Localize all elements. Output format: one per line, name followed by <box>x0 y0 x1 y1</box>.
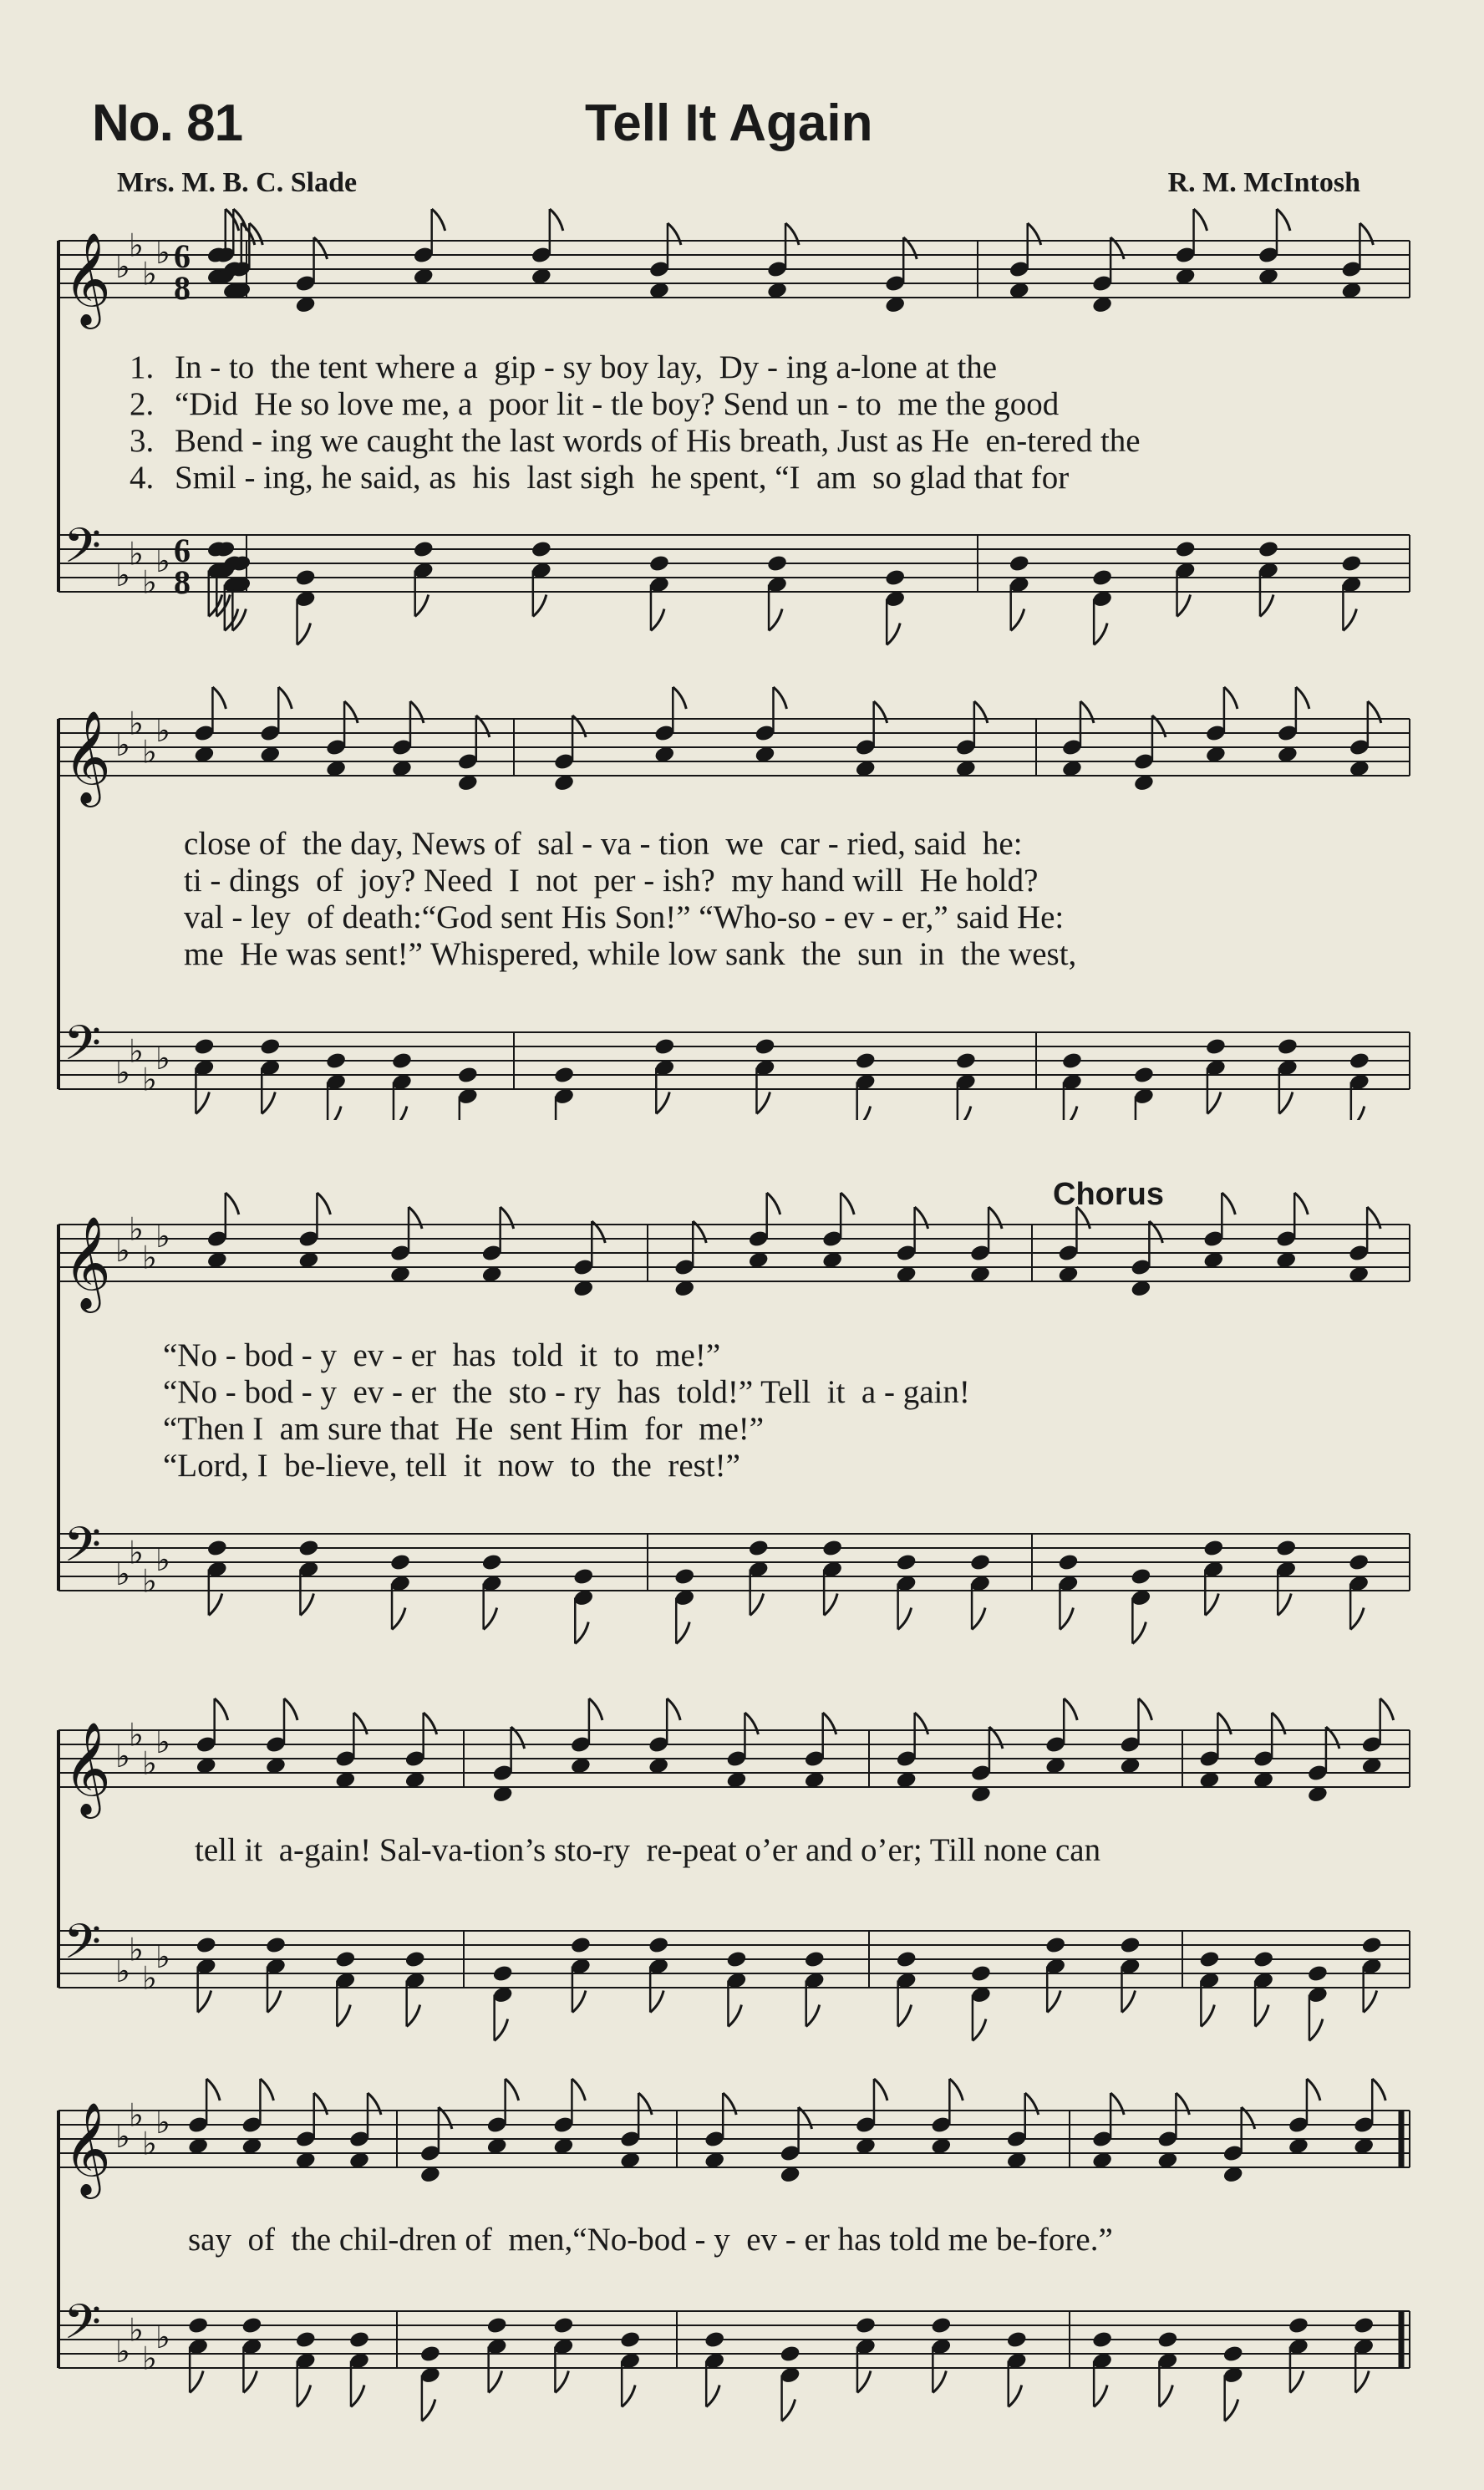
note-chord <box>265 1698 297 1775</box>
flat-icon: ♭ <box>142 1061 157 1098</box>
note-chord <box>930 2079 963 2156</box>
note-chord <box>780 2345 801 2421</box>
hymn-title: Tell It Again <box>585 94 873 152</box>
flat-icon: ♭ <box>142 563 157 601</box>
flat-icon: ♭ <box>129 1931 144 1968</box>
flat-icon: ♭ <box>129 1210 144 1248</box>
flat-icon: ♭ <box>142 1744 157 1782</box>
flat-icon: ♭ <box>129 2311 144 2349</box>
note-chord <box>1205 687 1238 764</box>
note-chord <box>457 1066 479 1120</box>
lyric-line: say of the chil-dren of men,“No-bod - y ev - er has told me be-fore.” <box>188 2222 1113 2258</box>
lyric-line: 1. In - to the tent where a gip - sy boy lay, Dy - ing a-lone at the <box>130 349 998 385</box>
lyricist-credit: Mrs. M. B. C. Slade <box>117 167 358 198</box>
treble-clef-icon: 𝄞 <box>64 2101 111 2195</box>
note-chord <box>673 1221 706 1298</box>
note-chord <box>673 1567 695 1644</box>
note-chord <box>955 1052 977 1120</box>
note-chord <box>1061 701 1094 778</box>
note-chord <box>1130 1567 1151 1644</box>
flat-icon: ♭ <box>129 705 144 742</box>
note-chord <box>404 1713 437 1790</box>
note-chord <box>969 1207 1002 1284</box>
note-chord <box>1057 1207 1090 1284</box>
note-chord <box>653 687 686 764</box>
music-system-4 <box>46 1680 1416 2056</box>
note-chord <box>855 2079 887 2156</box>
note-chord <box>1288 2079 1320 2156</box>
note-chord <box>187 2079 220 2156</box>
note-chord <box>325 701 358 778</box>
note-chord <box>955 701 988 778</box>
music-notation <box>46 2056 1416 2474</box>
note-chord <box>884 568 906 645</box>
note-chord <box>1091 568 1113 645</box>
lyric-line: 4. Smil - ing, he said, as his last sigh he spent, “I am so glad that for <box>130 460 1070 496</box>
music-system-1 <box>46 201 1416 652</box>
flat-icon: ♭ <box>155 712 170 749</box>
note-chord <box>1091 237 1124 314</box>
lyric-line: 3. Bend - ing we caught the last words of His breath, Just as He en-tered the <box>130 423 1141 459</box>
flat-icon: ♭ <box>115 1556 130 1592</box>
music-system-2 <box>46 685 1416 1120</box>
note-chord <box>855 1052 877 1120</box>
flat-icon: ♭ <box>115 1054 130 1091</box>
note-chord <box>1061 1052 1083 1120</box>
lyric-line: 2. “Did He so love me, a poor lit - tle boy? Send un - to me the good <box>130 386 1060 422</box>
chorus-label: Chorus <box>1053 1177 1164 1212</box>
flat-icon: ♭ <box>129 1534 144 1571</box>
time-signature-numerator: 6 <box>174 532 191 569</box>
bass-staff <box>58 517 1410 601</box>
note-chord <box>413 209 445 286</box>
note-chord <box>1133 715 1166 792</box>
note-chord <box>294 237 327 314</box>
flat-icon: ♭ <box>129 2096 144 2134</box>
note-chord <box>391 701 424 778</box>
note-chord <box>553 715 586 792</box>
note-chord <box>295 2093 328 2170</box>
flat-icon: ♭ <box>155 1938 170 1975</box>
hymn-number: No. 81 <box>92 94 243 152</box>
flat-icon: ♭ <box>115 248 130 285</box>
music-system-5 <box>46 2056 1416 2474</box>
lyric-line: “Then I am sure that He sent Him for me!” <box>163 1411 765 1447</box>
note-chord <box>492 1727 525 1804</box>
music-system-3 <box>46 1170 1416 1647</box>
note-chord <box>648 1698 680 1775</box>
note-chord <box>572 1221 605 1298</box>
note-chord <box>334 1713 367 1790</box>
flat-icon: ♭ <box>115 2118 130 2155</box>
note-chord <box>241 2079 273 2156</box>
note-chord <box>419 2107 452 2184</box>
note-chord <box>855 701 887 778</box>
note-chord <box>553 1066 575 1120</box>
flat-icon: ♭ <box>129 1716 144 1754</box>
note-chord <box>648 223 681 300</box>
note-chord <box>1130 1221 1162 1298</box>
lyric-line: close of the day, News of sal - va - tion we car - ried, said he: <box>184 826 1023 862</box>
note-chord <box>619 2093 652 2170</box>
lyric-line: tell it a-gain! Sal-va-tion’s sto-ry re-peat o’er and o’er; Till none can <box>195 1832 1101 1868</box>
note-chord <box>206 1193 239 1270</box>
flat-icon: ♭ <box>155 542 170 579</box>
treble-clef-icon: 𝄞 <box>64 710 111 803</box>
note-chord <box>1307 1964 1329 2041</box>
note-chord <box>1258 209 1290 286</box>
time-signature-denominator: 8 <box>174 269 191 307</box>
note-chord <box>1353 2079 1385 2156</box>
hymn-header <box>0 0 1484 209</box>
note-chord <box>531 209 563 286</box>
note-chord <box>325 1052 347 1120</box>
flat-icon: ♭ <box>115 1232 130 1269</box>
flat-icon: ♭ <box>142 255 157 293</box>
note-chord <box>457 715 490 792</box>
note-chord <box>804 1713 836 1790</box>
flat-icon: ♭ <box>129 535 144 573</box>
flat-icon: ♭ <box>142 2125 157 2162</box>
flat-icon: ♭ <box>142 1562 157 1600</box>
bass-clef-icon: 𝄢 <box>64 1913 102 1982</box>
note-chord <box>1361 1698 1394 1775</box>
note-chord <box>1222 2107 1255 2184</box>
note-chord <box>389 1207 422 1284</box>
note-chord <box>1006 2093 1039 2170</box>
note-chord <box>766 223 799 300</box>
treble-staff <box>58 1717 1410 1820</box>
bass-clef-icon: 𝄢 <box>64 2294 102 2362</box>
composer-credit: R. M. McIntosh <box>1167 167 1360 198</box>
note-chord <box>1277 687 1309 764</box>
lyric-line: “No - bod - y ev - er has told it to me!” <box>163 1337 721 1373</box>
bass-staff <box>58 1516 1410 1600</box>
note-chord <box>570 1698 602 1775</box>
note-chord <box>1174 209 1207 286</box>
note-chord <box>259 687 292 764</box>
time-signature-denominator: 8 <box>174 563 191 601</box>
note-chord <box>970 1727 1003 1804</box>
flat-icon: ♭ <box>142 1959 157 1997</box>
lyric-line: “Lord, I be-lieve, tell it now to the rest!” <box>163 1448 740 1484</box>
lyric-line: me He was sent!” Whispered, while low sank the sun in the west, <box>184 936 1077 972</box>
flat-icon: ♭ <box>142 2340 157 2377</box>
treble-clef-icon: 𝄞 <box>64 232 111 325</box>
note-chord <box>193 687 226 764</box>
flat-icon: ♭ <box>142 733 157 771</box>
note-chord <box>348 2093 381 2170</box>
note-chord <box>294 568 316 645</box>
bass-clef-icon: 𝄢 <box>64 517 102 586</box>
treble-clef-icon: 𝄞 <box>64 1721 111 1815</box>
flat-icon: ♭ <box>155 234 170 271</box>
note-chord <box>1340 223 1373 300</box>
note-chord <box>1202 1193 1235 1270</box>
note-chord <box>391 1052 413 1120</box>
note-chord <box>1133 1066 1155 1120</box>
note-chord <box>754 687 786 764</box>
flat-icon: ♭ <box>142 1239 157 1276</box>
flat-icon: ♭ <box>155 2104 170 2141</box>
flat-icon: ♭ <box>129 227 144 264</box>
flat-icon: ♭ <box>115 557 130 593</box>
note-chord <box>492 1964 514 2041</box>
note-chord <box>486 2079 519 2156</box>
flat-icon: ♭ <box>155 1040 170 1077</box>
bass-clef-icon: 𝄢 <box>64 1516 102 1585</box>
note-chord <box>1253 1713 1285 1790</box>
bass-clef-icon: 𝄢 <box>64 1015 102 1083</box>
flat-icon: ♭ <box>129 1032 144 1070</box>
note-chord <box>1198 1713 1231 1790</box>
note-chord <box>297 1193 330 1270</box>
note-chord <box>1349 701 1381 778</box>
note-chord <box>780 2107 812 2184</box>
note-chord <box>1275 1193 1308 1270</box>
note-chord <box>572 1567 594 1644</box>
note-chord <box>821 1193 854 1270</box>
note-chord <box>896 1713 928 1790</box>
note-chord <box>748 1193 780 1270</box>
flat-icon: ♭ <box>115 2333 130 2370</box>
note-chord <box>419 2345 441 2421</box>
note-chord <box>1009 223 1041 300</box>
flat-icon: ♭ <box>155 2319 170 2355</box>
note-chord <box>1307 1727 1339 1804</box>
flat-icon: ♭ <box>115 1738 130 1775</box>
note-chord <box>1348 1207 1380 1284</box>
note-chord <box>1119 1698 1151 1775</box>
note-chord <box>884 237 917 314</box>
note-chord <box>196 1698 228 1775</box>
flat-icon: ♭ <box>155 1724 170 1760</box>
lyric-line: val - ley of death:“God sent His Son!” “Who-so - ev - er,” said He: <box>184 899 1065 935</box>
flat-icon: ♭ <box>115 1953 130 1989</box>
note-chord <box>1222 2345 1244 2421</box>
flat-icon: ♭ <box>155 1218 170 1255</box>
note-chord <box>1349 1052 1370 1120</box>
flat-icon: ♭ <box>155 1541 170 1578</box>
flat-icon: ♭ <box>115 726 130 763</box>
lyric-line: ti - dings of joy? Need I not per - ish? my hand will He hold? <box>184 863 1039 899</box>
note-chord <box>725 1713 758 1790</box>
note-chord <box>1091 2093 1124 2170</box>
time-signature-numerator: 6 <box>174 237 191 275</box>
note-chord <box>552 2079 585 2156</box>
treble-clef-icon: 𝄞 <box>64 1215 111 1309</box>
lyric-line: “No - bod - y ev - er the sto - ry has told!” Tell it a - gain! <box>163 1374 970 1410</box>
note-chord <box>1156 2093 1189 2170</box>
note-chord <box>1044 1698 1077 1775</box>
note-chord <box>704 2093 736 2170</box>
note-chord <box>970 1964 992 2041</box>
note-chord <box>481 1207 514 1284</box>
note-chord <box>896 1207 928 1284</box>
bass-staff <box>58 2294 1410 2377</box>
